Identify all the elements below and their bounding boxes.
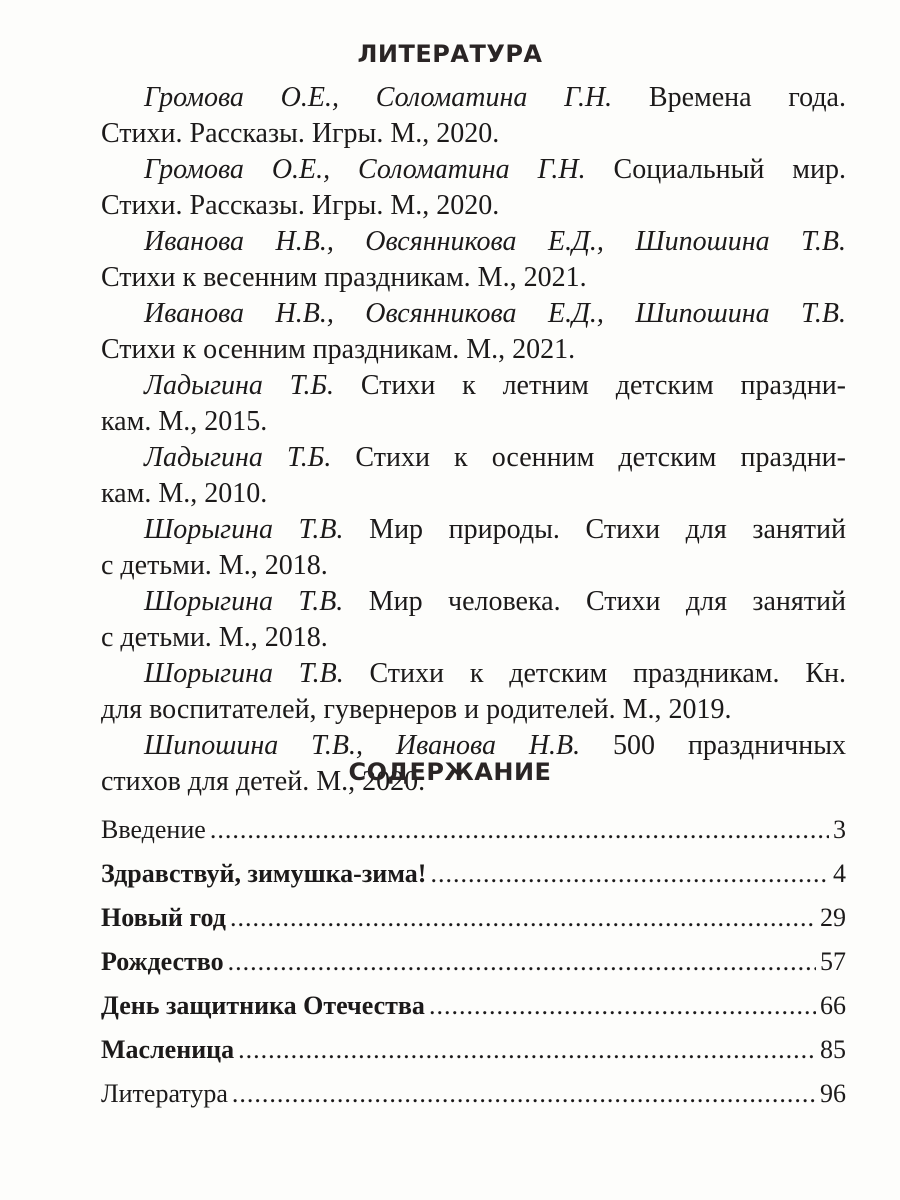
reference-entry — [101, 368, 846, 440]
reference-continuation: с детьми. М., 2018. — [101, 550, 328, 581]
reference-continuation: стихов для детей. М., 2020. — [101, 766, 426, 797]
table-of-contents — [101, 812, 846, 1120]
reference-title: Мир природы. Стихи для занятий — [343, 514, 846, 545]
toc-page-number: 57 — [820, 947, 846, 976]
reference-author: Громова О.Е., Соломатина Г.Н. — [144, 154, 586, 185]
reference-entry — [101, 80, 846, 152]
reference-author: Иванова Н.В., Овсянникова Е.Д., Шипошина Т.В. — [144, 298, 846, 329]
reference-title: Времена года. — [612, 82, 846, 113]
toc-entry — [101, 1032, 846, 1076]
reference-author: Ладыгина Т.Б. — [144, 370, 335, 401]
reference-continuation: Стихи. Рассказы. Игры. М., 2020. — [101, 190, 500, 221]
reference-author: Шорыгина Т.В. — [144, 658, 344, 689]
toc-entry — [101, 856, 846, 900]
dot-leader — [210, 812, 829, 848]
reference-entry — [101, 512, 846, 584]
toc-page-number: 3 — [833, 815, 846, 844]
reference-entry — [101, 152, 846, 224]
reference-entry — [101, 224, 846, 296]
reference-title: Социальный мир. — [585, 154, 846, 185]
contents-heading: СОДЕРЖАНИЕ — [348, 758, 552, 786]
reference-title: Стихи к осенним детским праздни- — [331, 442, 846, 473]
reference-continuation: кам. М., 2010. — [101, 478, 268, 509]
dot-leader — [232, 1076, 816, 1112]
reference-entry — [101, 440, 846, 512]
toc-title: Здравствуй, зимушка-зима! — [101, 859, 427, 888]
toc-entry — [101, 1076, 846, 1120]
reference-author: Громова О.Е., Соломатина Г.Н. — [144, 82, 613, 113]
reference-entry — [101, 656, 846, 728]
dot-leader — [230, 900, 816, 936]
reference-author: Шипошина Т.В., Иванова Н.В. — [144, 730, 581, 761]
reference-entry — [101, 584, 846, 656]
literature-heading: ЛИТЕРАТУРА — [357, 40, 543, 68]
dot-leader — [228, 944, 816, 980]
reference-continuation: для воспитателей, гувернеров и родителей. М., 2019. — [101, 694, 732, 725]
toc-title: Литература — [101, 1079, 228, 1108]
toc-entry — [101, 988, 846, 1032]
toc-title: Рождество — [101, 947, 224, 976]
reference-author: Шорыгина Т.В. — [144, 514, 344, 545]
toc-title: Масленица — [101, 1035, 235, 1064]
reference-continuation: кам. М., 2015. — [101, 406, 268, 437]
toc-title: Введение — [101, 815, 206, 844]
toc-page-number: 96 — [820, 1079, 846, 1108]
toc-title: День защитника Отечества — [101, 991, 425, 1020]
literature-list — [101, 80, 846, 800]
dot-leader — [430, 856, 829, 892]
reference-continuation: Стихи к весенним праздникам. М., 2021. — [101, 262, 587, 293]
dot-leader — [429, 988, 816, 1024]
reference-title: Мир человека. Стихи для занятий — [343, 586, 846, 617]
toc-page-number: 66 — [820, 991, 846, 1020]
toc-page-number: 4 — [833, 859, 846, 888]
reference-title: Стихи к летним детским праздни- — [334, 370, 847, 401]
toc-page-number: 29 — [820, 903, 846, 932]
reference-title: 500 праздничных — [580, 730, 847, 761]
reference-continuation: Стихи. Рассказы. Игры. М., 2020. — [101, 118, 500, 149]
toc-page-number: 85 — [820, 1035, 846, 1064]
reference-author: Ладыгина Т.Б. — [144, 442, 332, 473]
dot-leader — [238, 1032, 816, 1068]
toc-entry — [101, 812, 846, 856]
toc-entry — [101, 900, 846, 944]
reference-title: Стихи к детским праздникам. Кн. — [343, 658, 846, 689]
toc-entry — [101, 944, 846, 988]
toc-title: Новый год — [101, 903, 226, 932]
reference-entry — [101, 296, 846, 368]
reference-continuation: Стихи к осенним праздникам. М., 2021. — [101, 334, 576, 365]
reference-author: Шорыгина Т.В. — [144, 586, 344, 617]
reference-continuation: с детьми. М., 2018. — [101, 622, 328, 653]
reference-author: Иванова Н.В., Овсянникова Е.Д., Шипошина Т.В. — [144, 226, 846, 257]
